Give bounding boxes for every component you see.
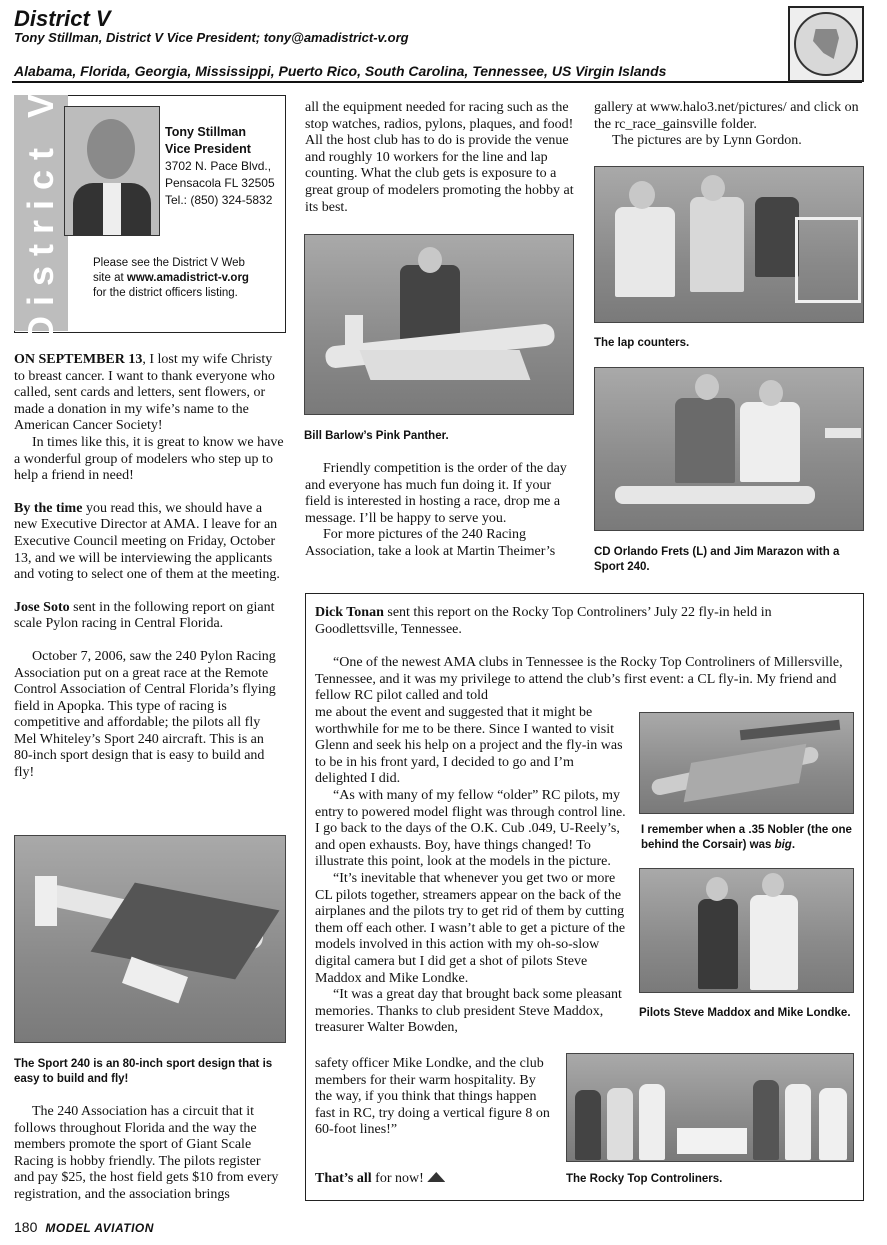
p4-rest: sent in the following report on giant scale Pylon racing in Central Florida. — [14, 599, 275, 632]
magazine-name: MODEL AVIATION — [45, 1221, 154, 1235]
p1-lead: ON SEPTEMBER 13 — [14, 352, 143, 367]
p3-lead: By the time — [14, 500, 83, 516]
page-subtitle: Tony Stillman, District V Vice President; tony@amadistrict-v.org — [14, 30, 409, 45]
col1-bottom-text — [14, 1104, 284, 1204]
caption-pilots: Pilots Steve Maddox and Mike Londke. — [639, 1007, 851, 1019]
p1-rest: , I lost my wife Christy to breast cancer. I want to thank everyone who called, sent cards and letters, sent flowers, or made a donation in my wife’s name to the American Cancer Society! — [14, 352, 275, 434]
p6: The 240 Association has a circuit that it follows throughout Florida and the way the members promote the sport of Giant Scale Racing is hobby friendly. The pilots register and pay $25, the host field gets $10 from every registration, and the association brings — [14, 1104, 279, 1202]
report-intro-lead: Dick Tonan — [315, 605, 384, 620]
district-seal-icon — [788, 6, 864, 82]
page-number: 180 — [14, 1219, 38, 1235]
caption-lap-counters: The lap counters. — [594, 337, 690, 349]
caption-group: The Rocky Top Controliners. — [566, 1173, 723, 1185]
p4-lead: Jose Soto — [14, 599, 70, 615]
corsair-photo — [639, 712, 854, 814]
p2: In times like this, it is great to know we have a wonderful group of modelers who step up to help a friend in need! — [14, 434, 284, 484]
report-q1-full-text: “One of the newest AMA clubs in Tennessee is the Rocky Top Controliners of Millersville, Tennessee, and it was my privilege to attend the club’s first event: a CL fly-in. My friend and fellow RC pilot called and told — [315, 655, 843, 704]
web-note-line3: for the district officers listing. — [93, 287, 238, 299]
col2-top-text — [305, 100, 575, 216]
report-main-text — [315, 705, 627, 1037]
col3-top-text — [594, 100, 862, 150]
report-q4a: “It was a great day that brought back some pleasant memories. Thanks to club president Steve Maddox, treasurer Walter Bowden, — [315, 987, 622, 1036]
caption-nobler-end: . — [791, 839, 796, 851]
report-q1-full — [315, 655, 853, 705]
ama-logo-icon — [427, 1172, 445, 1182]
report-intro-rest: sent this report on the Rocky Top Controliners’ July 22 fly-in held in Goodlettsville, Tennessee. — [315, 605, 772, 637]
page-title: District V — [14, 6, 111, 31]
closing-lead: That’s all — [315, 1171, 372, 1186]
vp-role: Vice President — [165, 142, 251, 156]
report-q3: “It’s inevitable that whenever you get two or more CL pilots together, streamers appear on the back of the airplanes and the pilots try to get rid of them by cutting them off each other. I wasn’t able to get a picture of the models involved in this action with my oh-so-slow digital camera but I did get a shot of pilots Steve Maddox and Mike Londke. — [315, 870, 626, 986]
caption-pink-panther: Bill Barlow’s Pink Panther. — [304, 430, 449, 442]
caption-sport240: The Sport 240 is an 80-inch sport design that is easy to build and fly! — [14, 1058, 273, 1085]
p5: October 7, 2006, saw the 240 Pylon Racing Association put on a great race at the Remote Control Association of Central Florida’s flying field in Apopka. This type of racing is competitive and affordable; the pilots all fly Mel Whiteley’s Sport 240 aircraft. This is an 80-inch sport design that is easy to build and fly! — [14, 648, 276, 781]
report-q4b: safety officer Mike Londke, and the club members for their warm hospitality. By the way, if you think that things happen fast in RC, try doing a vertical figure 8 on 60-foot lines!” — [315, 1056, 550, 1138]
page-footer — [14, 1219, 154, 1235]
col1-top-text — [14, 352, 284, 782]
col2-p2: Friendly competition is the order of the day and everyone has much fun doing it. If your field is interested in hosting a race, drop me a message. I’ll be happy to serve you. — [305, 461, 567, 526]
closing-rest: for now! — [371, 1171, 424, 1186]
col2-p3: For more pictures of the 240 Racing Association, take a look at Martin Theimer’s — [305, 527, 556, 559]
vp-address-line2: Pensacola FL 32505 — [165, 176, 275, 190]
vp-phone: Tel.: (850) 324-5832 — [165, 193, 273, 207]
vp-address-line1: 3702 N. Pace Blvd., — [165, 159, 272, 173]
group-photo — [566, 1053, 854, 1162]
p3-rest: you read this, we should have a new Executive Director at AMA. I leave for an Executive Council meeting on Friday, October 13, and we will be interviewing the applicants and voting to select one of them at the meeting. — [14, 500, 280, 583]
vp-portrait-photo — [64, 106, 160, 236]
pink-panther-photo — [304, 234, 574, 415]
col2-bottom-text — [305, 461, 570, 561]
lap-counters-photo — [594, 166, 864, 323]
caption-cd-frets: CD Orlando Frets (L) and Jim Marazon with a Sport 240. — [594, 546, 840, 573]
col3-p1: gallery at www.halo3.net/pictures/ and click on the rc_race_gainsville folder. — [594, 100, 859, 132]
report-q2: “As with many of my fellow “older” RC pilots, my entry to powered model flight was through control line. I go back to the days of the O.K. Cub .049, U-Reely’s, and open exhausts. Boy, have things changed! To illustrate this point, look at the models in the picture. — [315, 787, 626, 870]
pilots-photo — [639, 868, 854, 993]
cd-frets-photo — [594, 367, 864, 531]
report-q1-cont: me about the event and suggested that it might be worthwhile for me to be there. Since I wanted to visit Glenn and seek his help on a project and the fly-in was to be in his front yard, I decided to go and I’m delighted I did. — [315, 705, 623, 787]
district-vertical-banner — [14, 83, 68, 343]
report-closing — [315, 1171, 550, 1188]
vp-name: Tony Stillman — [165, 125, 247, 139]
report-end-text — [315, 1056, 550, 1139]
header-rule — [12, 81, 862, 83]
web-note-line1: Please see the District V Web — [93, 257, 245, 269]
caption-nobler — [641, 823, 855, 853]
col3-p2: The pictures are by Lynn Gordon. — [612, 133, 802, 149]
col2-p1: all the equipment needed for racing such as the stop watches, radios, pylons, plaques, and food! All the host club has to do is provide the venue and roughly 10 workers for the line and lap counting. What the club gets is exposure to a great group of modelers promoting the hobby at its best. — [305, 100, 574, 215]
district-states: Alabama, Florida, Georgia, Mississippi, Puerto Rico, South Carolina, Tennessee, US Virgin Islands — [14, 63, 667, 79]
caption-nobler-big: big — [774, 839, 792, 851]
web-note-line2: site at — [93, 272, 127, 284]
report-intro — [315, 605, 853, 638]
vp-contact — [165, 124, 275, 209]
web-note — [93, 256, 273, 301]
caption-nobler-text: I remember when a .35 Nobler (the one behind the Corsair) was — [641, 824, 852, 851]
sport240-photo — [14, 835, 286, 1043]
district-website-link[interactable]: www.amadistrict-v.org — [126, 272, 249, 284]
district-vertical-label: District V — [20, 83, 61, 343]
